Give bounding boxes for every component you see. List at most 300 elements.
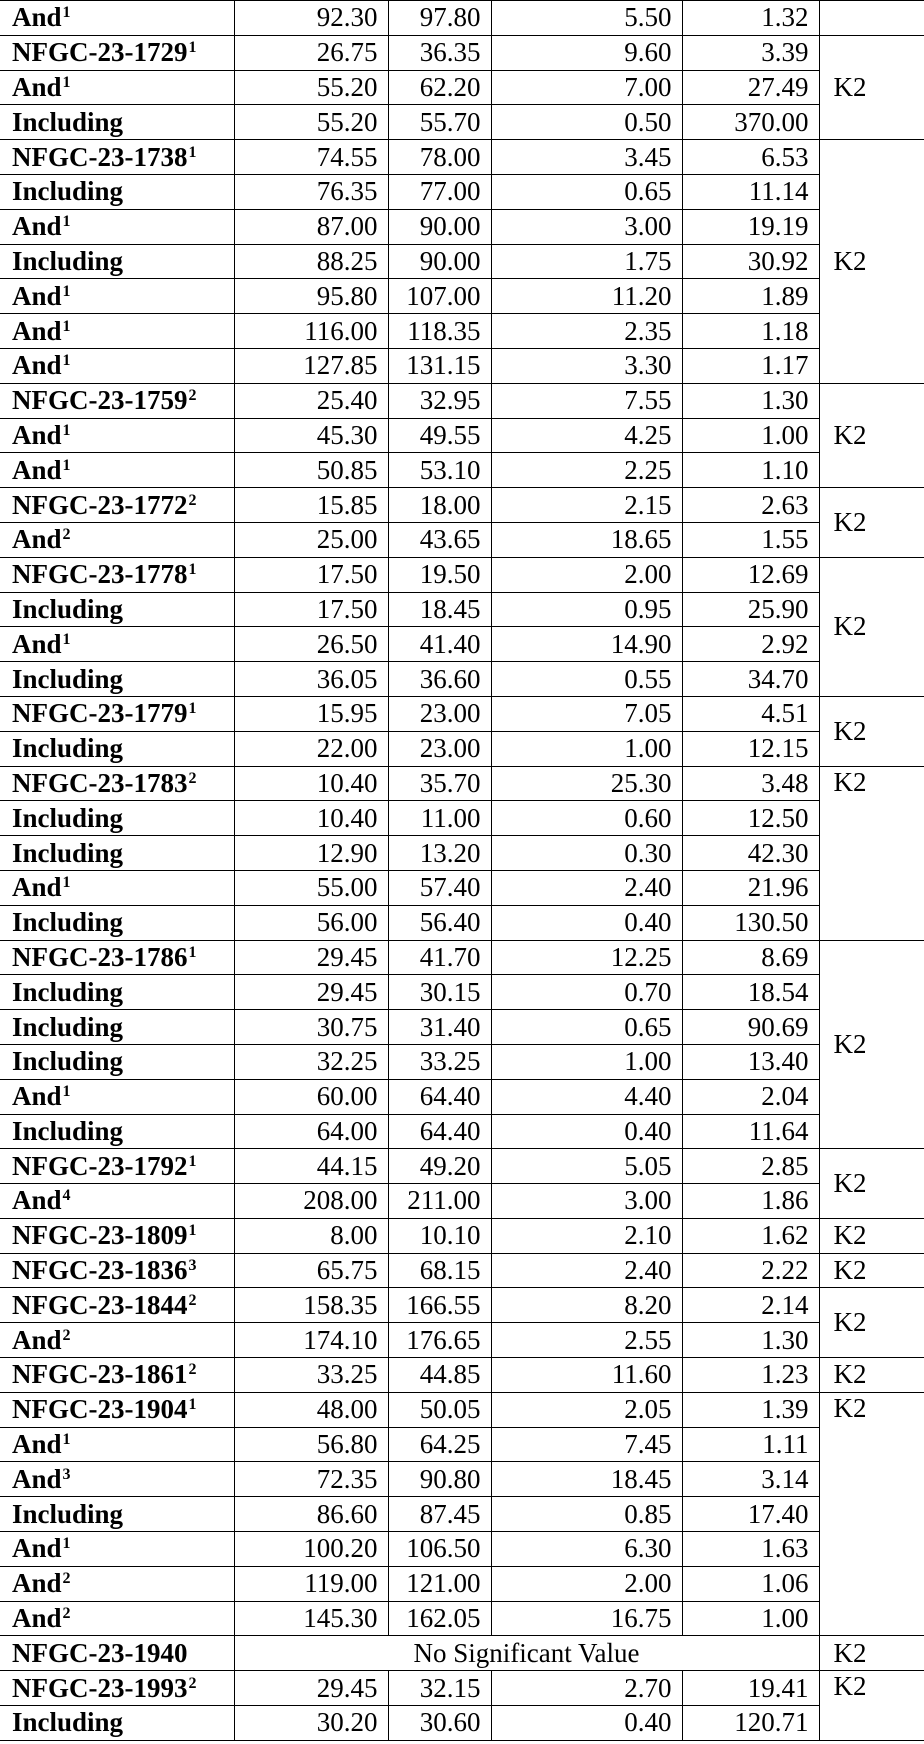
to-cell: 31.40 — [388, 1010, 491, 1045]
length-cell: 0.40 — [491, 905, 682, 940]
row-label-text: And — [12, 1429, 62, 1460]
to-cell: 36.60 — [388, 662, 491, 697]
length-cell: 18.45 — [491, 1462, 682, 1497]
from-cell: 36.05 — [234, 662, 388, 697]
length-cell: 18.65 — [491, 522, 682, 557]
to-cell: 53.10 — [388, 453, 491, 488]
to-cell: 211.00 — [388, 1184, 491, 1219]
to-cell: 77.00 — [388, 174, 491, 209]
grade-cell: 42.30 — [682, 836, 819, 871]
length-cell: 9.60 — [491, 35, 682, 70]
grade-cell: 2.85 — [682, 1149, 819, 1184]
footnote-marker: 1 — [62, 630, 71, 648]
footnote-marker: 1 — [62, 317, 71, 335]
table-row — [0, 836, 924, 871]
to-cell: 30.60 — [388, 1706, 491, 1741]
zone-cell: K2 — [819, 383, 924, 487]
from-cell: 56.00 — [234, 905, 388, 940]
grade-cell: 1.00 — [682, 1601, 819, 1636]
from-cell: 22.00 — [234, 731, 388, 766]
row-label-text: NFGC-23-1783 — [12, 767, 188, 798]
length-cell: 0.65 — [491, 174, 682, 209]
table-row — [0, 1288, 924, 1323]
table-row — [0, 940, 924, 975]
row-label-text: And — [12, 419, 62, 450]
to-cell: 62.20 — [388, 70, 491, 105]
length-cell: 2.40 — [491, 1253, 682, 1288]
table-row — [0, 557, 924, 592]
footnote-marker: 1 — [188, 143, 197, 161]
row-label-text: NFGC-23-1759 — [12, 385, 188, 416]
table-row — [0, 1358, 924, 1393]
table-row — [0, 522, 924, 557]
table-row — [0, 1392, 924, 1427]
length-cell: 0.85 — [491, 1497, 682, 1532]
row-label — [0, 418, 234, 453]
length-cell: 2.35 — [491, 314, 682, 349]
table-row — [0, 453, 924, 488]
row-label-text: Including — [12, 733, 124, 764]
row-label-text: Including — [12, 802, 124, 833]
row-label — [0, 348, 234, 383]
table-row — [0, 418, 924, 453]
length-cell: 16.75 — [491, 1601, 682, 1636]
table-row — [0, 975, 924, 1010]
to-cell: 64.25 — [388, 1427, 491, 1462]
from-cell: 74.55 — [234, 140, 388, 175]
to-cell: 57.40 — [388, 870, 491, 905]
row-label — [0, 1, 234, 36]
row-label — [0, 836, 234, 871]
row-label — [0, 557, 234, 592]
zone-cell: K2 — [819, 1358, 924, 1393]
from-cell: 25.40 — [234, 383, 388, 418]
table-row — [0, 731, 924, 766]
footnote-marker: 2 — [188, 491, 197, 509]
footnote-marker: 2 — [62, 526, 71, 544]
row-label-text: And — [12, 1603, 62, 1634]
table-row — [0, 244, 924, 279]
row-label — [0, 731, 234, 766]
from-cell: 87.00 — [234, 209, 388, 244]
row-label — [0, 1079, 234, 1114]
to-cell: 78.00 — [388, 140, 491, 175]
from-cell: 64.00 — [234, 1114, 388, 1149]
row-label — [0, 1462, 234, 1497]
footnote-marker: 2 — [62, 1326, 71, 1344]
from-cell: 55.20 — [234, 105, 388, 140]
length-cell: 5.50 — [491, 1, 682, 36]
table-row — [0, 905, 924, 940]
to-cell: 44.85 — [388, 1358, 491, 1393]
to-cell: 90.80 — [388, 1462, 491, 1497]
length-cell: 0.95 — [491, 592, 682, 627]
zone-cell: K2 — [819, 140, 924, 384]
zone-cell: K2 — [819, 696, 924, 766]
footnote-marker: 2 — [62, 1605, 71, 1623]
table-row — [0, 1566, 924, 1601]
row-label-text: NFGC-23-1861 — [12, 1359, 188, 1390]
length-cell: 7.00 — [491, 70, 682, 105]
row-label-text: And — [12, 1568, 62, 1599]
length-cell: 7.45 — [491, 1427, 682, 1462]
to-cell: 19.50 — [388, 557, 491, 592]
row-label — [0, 1358, 234, 1393]
row-label-text: NFGC-23-1844 — [12, 1289, 188, 1320]
from-cell: 116.00 — [234, 314, 388, 349]
row-label — [0, 1566, 234, 1601]
row-label-text: Including — [12, 1115, 124, 1146]
row-label-text: And — [12, 350, 62, 381]
grade-cell: 2.04 — [682, 1079, 819, 1114]
row-label-text: NFGC-23-1779 — [12, 698, 188, 729]
from-cell: 56.80 — [234, 1427, 388, 1462]
zone-cell — [819, 1, 924, 36]
from-cell: 76.35 — [234, 174, 388, 209]
row-label-text: NFGC-23-1904 — [12, 1394, 188, 1425]
from-cell: 29.45 — [234, 1671, 388, 1706]
footnote-marker: 1 — [188, 1152, 197, 1170]
from-cell: 45.30 — [234, 418, 388, 453]
table-row — [0, 627, 924, 662]
grade-cell: 2.63 — [682, 488, 819, 523]
to-cell: 118.35 — [388, 314, 491, 349]
from-cell: 32.25 — [234, 1044, 388, 1079]
row-label-text: Including — [12, 245, 124, 276]
footnote-marker: 1 — [188, 561, 197, 579]
footnote-marker: 3 — [62, 1465, 71, 1483]
row-label-text: NFGC-23-1792 — [12, 1150, 188, 1181]
to-cell: 90.00 — [388, 244, 491, 279]
length-cell: 3.45 — [491, 140, 682, 175]
table-row — [0, 279, 924, 314]
length-cell: 2.15 — [491, 488, 682, 523]
from-cell: 30.75 — [234, 1010, 388, 1045]
length-cell: 7.55 — [491, 383, 682, 418]
from-cell: 25.00 — [234, 522, 388, 557]
row-label — [0, 174, 234, 209]
to-cell: 23.00 — [388, 731, 491, 766]
row-label — [0, 975, 234, 1010]
length-cell: 2.10 — [491, 1218, 682, 1253]
to-cell: 32.15 — [388, 1671, 491, 1706]
length-cell: 3.00 — [491, 209, 682, 244]
from-cell: 10.40 — [234, 766, 388, 801]
grade-cell: 34.70 — [682, 662, 819, 697]
from-cell: 29.45 — [234, 975, 388, 1010]
table-row — [0, 1601, 924, 1636]
footnote-marker: 1 — [62, 73, 71, 91]
row-label-text: Including — [12, 663, 124, 694]
from-cell: 158.35 — [234, 1288, 388, 1323]
row-label — [0, 1636, 234, 1671]
length-cell: 1.75 — [491, 244, 682, 279]
length-cell: 2.55 — [491, 1323, 682, 1358]
row-label-text: And — [12, 2, 62, 33]
footnote-marker: 1 — [62, 352, 71, 370]
row-label-text: Including — [12, 106, 124, 137]
row-label-text: And — [12, 524, 62, 555]
table-row — [0, 1149, 924, 1184]
from-cell: 55.20 — [234, 70, 388, 105]
from-cell: 10.40 — [234, 801, 388, 836]
grade-cell: 21.96 — [682, 870, 819, 905]
row-label-text: NFGC-23-1809 — [12, 1220, 188, 1251]
grade-cell: 30.92 — [682, 244, 819, 279]
length-cell: 1.00 — [491, 1044, 682, 1079]
grade-cell: 18.54 — [682, 975, 819, 1010]
zone-cell: K2 — [819, 1149, 924, 1219]
row-label-text: Including — [12, 837, 124, 868]
footnote-marker: 1 — [62, 4, 71, 22]
row-label-text: And — [12, 1463, 62, 1494]
row-label — [0, 1497, 234, 1532]
footnote-marker: 1 — [62, 456, 71, 474]
grade-cell: 1.23 — [682, 1358, 819, 1393]
length-cell: 0.30 — [491, 836, 682, 871]
table-row — [0, 70, 924, 105]
grade-cell: 90.69 — [682, 1010, 819, 1045]
to-cell: 10.10 — [388, 1218, 491, 1253]
to-cell: 64.40 — [388, 1114, 491, 1149]
from-cell: 30.20 — [234, 1706, 388, 1741]
row-label-text: NFGC-23-1786 — [12, 941, 188, 972]
table-row — [0, 174, 924, 209]
table-row — [0, 1671, 924, 1706]
length-cell: 0.65 — [491, 1010, 682, 1045]
from-cell: 33.25 — [234, 1358, 388, 1393]
length-cell: 4.25 — [491, 418, 682, 453]
row-label-text: And — [12, 1185, 62, 1216]
grade-cell: 1.30 — [682, 1323, 819, 1358]
length-cell: 2.00 — [491, 557, 682, 592]
grade-cell: 17.40 — [682, 1497, 819, 1532]
row-label — [0, 1671, 234, 1706]
table-row — [0, 1253, 924, 1288]
row-label — [0, 1184, 234, 1219]
zone-cell: K2 — [819, 1392, 924, 1636]
row-label-text: And — [12, 1324, 62, 1355]
footnote-marker: 1 — [188, 943, 197, 961]
row-label-text: And — [12, 1533, 62, 1564]
to-cell: 121.00 — [388, 1566, 491, 1601]
to-cell: 87.45 — [388, 1497, 491, 1532]
table-row — [0, 1462, 924, 1497]
length-cell: 7.05 — [491, 696, 682, 731]
row-label — [0, 627, 234, 662]
row-label-text: And — [12, 628, 62, 659]
row-label — [0, 592, 234, 627]
from-cell: 65.75 — [234, 1253, 388, 1288]
row-label-text: And — [12, 211, 62, 242]
footnote-marker: 2 — [188, 1361, 197, 1379]
zone-cell: K2 — [819, 1253, 924, 1288]
grade-cell: 370.00 — [682, 105, 819, 140]
row-label — [0, 35, 234, 70]
grade-cell: 1.11 — [682, 1427, 819, 1462]
row-label-text: Including — [12, 176, 124, 207]
from-cell: 60.00 — [234, 1079, 388, 1114]
length-cell: 14.90 — [491, 627, 682, 662]
row-label — [0, 940, 234, 975]
table-row — [0, 348, 924, 383]
footnote-marker: 2 — [188, 1674, 197, 1692]
row-label-text: Including — [12, 976, 124, 1007]
to-cell: 49.55 — [388, 418, 491, 453]
row-label-text: NFGC-23-1738 — [12, 141, 188, 172]
row-label — [0, 870, 234, 905]
table-row — [0, 1114, 924, 1149]
footnote-marker: 1 — [188, 700, 197, 718]
row-label — [0, 1114, 234, 1149]
row-label — [0, 1323, 234, 1358]
row-label — [0, 209, 234, 244]
grade-cell: 1.00 — [682, 418, 819, 453]
table-row — [0, 592, 924, 627]
row-label-text: NFGC-23-1940 — [12, 1637, 188, 1668]
table-row — [0, 1323, 924, 1358]
grade-cell: 3.48 — [682, 766, 819, 801]
row-label — [0, 696, 234, 731]
grade-cell: 8.69 — [682, 940, 819, 975]
table-body — [0, 1, 924, 1741]
table-row — [0, 1636, 924, 1671]
row-label — [0, 801, 234, 836]
row-label-text: NFGC-23-1836 — [12, 1255, 188, 1286]
to-cell: 32.95 — [388, 383, 491, 418]
length-cell: 6.30 — [491, 1532, 682, 1567]
table-row — [0, 1, 924, 36]
to-cell: 131.15 — [388, 348, 491, 383]
no-value-note: No Significant Value — [234, 1636, 819, 1671]
grade-cell: 13.40 — [682, 1044, 819, 1079]
from-cell: 208.00 — [234, 1184, 388, 1219]
row-label-text: And — [12, 315, 62, 346]
grade-cell: 1.10 — [682, 453, 819, 488]
row-label — [0, 1010, 234, 1045]
from-cell: 145.30 — [234, 1601, 388, 1636]
from-cell: 100.20 — [234, 1532, 388, 1567]
grade-cell: 1.17 — [682, 348, 819, 383]
to-cell: 90.00 — [388, 209, 491, 244]
grade-cell: 27.49 — [682, 70, 819, 105]
footnote-marker: 1 — [62, 421, 71, 439]
to-cell: 68.15 — [388, 1253, 491, 1288]
from-cell: 95.80 — [234, 279, 388, 314]
footnote-marker: 1 — [62, 213, 71, 231]
row-label-text: Including — [12, 593, 124, 624]
to-cell: 18.45 — [388, 592, 491, 627]
grade-cell: 6.53 — [682, 140, 819, 175]
row-label-text: NFGC-23-1778 — [12, 559, 188, 590]
to-cell: 106.50 — [388, 1532, 491, 1567]
from-cell: 55.00 — [234, 870, 388, 905]
row-label — [0, 70, 234, 105]
row-label — [0, 1706, 234, 1741]
grade-cell: 12.50 — [682, 801, 819, 836]
from-cell: 15.95 — [234, 696, 388, 731]
table-row — [0, 1497, 924, 1532]
row-label — [0, 1427, 234, 1462]
from-cell: 29.45 — [234, 940, 388, 975]
to-cell: 64.40 — [388, 1079, 491, 1114]
table-row — [0, 383, 924, 418]
grade-cell: 1.06 — [682, 1566, 819, 1601]
row-label-text: And — [12, 1081, 62, 1112]
length-cell: 2.70 — [491, 1671, 682, 1706]
table-row — [0, 1532, 924, 1567]
length-cell: 2.25 — [491, 453, 682, 488]
table-row — [0, 105, 924, 140]
grade-cell: 4.51 — [682, 696, 819, 731]
grade-cell: 12.69 — [682, 557, 819, 592]
from-cell: 174.10 — [234, 1323, 388, 1358]
length-cell: 4.40 — [491, 1079, 682, 1114]
to-cell: 35.70 — [388, 766, 491, 801]
footnote-marker: 1 — [188, 1396, 197, 1414]
row-label-text: Including — [12, 1707, 124, 1738]
row-label-text: Including — [12, 1046, 124, 1077]
from-cell: 26.75 — [234, 35, 388, 70]
to-cell: 41.40 — [388, 627, 491, 662]
row-label — [0, 1532, 234, 1567]
to-cell: 13.20 — [388, 836, 491, 871]
grade-cell: 25.90 — [682, 592, 819, 627]
to-cell: 49.20 — [388, 1149, 491, 1184]
from-cell: 72.35 — [234, 1462, 388, 1497]
footnote-marker: 1 — [62, 1535, 71, 1553]
row-label-text: Including — [12, 1498, 124, 1529]
table-row — [0, 488, 924, 523]
row-label-text: And — [12, 454, 62, 485]
table-row — [0, 766, 924, 801]
footnote-marker: 1 — [62, 874, 71, 892]
grade-cell: 1.39 — [682, 1392, 819, 1427]
footnote-marker: 2 — [188, 1291, 197, 1309]
zone-cell: K2 — [819, 557, 924, 696]
grade-cell: 130.50 — [682, 905, 819, 940]
length-cell: 2.40 — [491, 870, 682, 905]
table-row — [0, 1044, 924, 1079]
length-cell: 2.00 — [491, 1566, 682, 1601]
to-cell: 97.80 — [388, 1, 491, 36]
row-label-text: And — [12, 280, 62, 311]
footnote-marker: 4 — [62, 1187, 71, 1205]
table-row — [0, 801, 924, 836]
from-cell: 127.85 — [234, 348, 388, 383]
to-cell: 166.55 — [388, 1288, 491, 1323]
to-cell: 50.05 — [388, 1392, 491, 1427]
row-label-text: NFGC-23-1729 — [12, 37, 188, 68]
length-cell: 0.40 — [491, 1706, 682, 1741]
zone-cell: K2 — [819, 766, 924, 940]
to-cell: 55.70 — [388, 105, 491, 140]
row-label-text: Including — [12, 1011, 124, 1042]
length-cell: 0.55 — [491, 662, 682, 697]
row-label — [0, 279, 234, 314]
zone-cell: K2 — [819, 1288, 924, 1358]
length-cell: 11.60 — [491, 1358, 682, 1393]
to-cell: 43.65 — [388, 522, 491, 557]
to-cell: 11.00 — [388, 801, 491, 836]
zone-cell: K2 — [819, 1636, 924, 1671]
from-cell: 15.85 — [234, 488, 388, 523]
from-cell: 8.00 — [234, 1218, 388, 1253]
grade-cell: 1.89 — [682, 279, 819, 314]
from-cell: 50.85 — [234, 453, 388, 488]
grade-cell: 2.92 — [682, 627, 819, 662]
to-cell: 162.05 — [388, 1601, 491, 1636]
